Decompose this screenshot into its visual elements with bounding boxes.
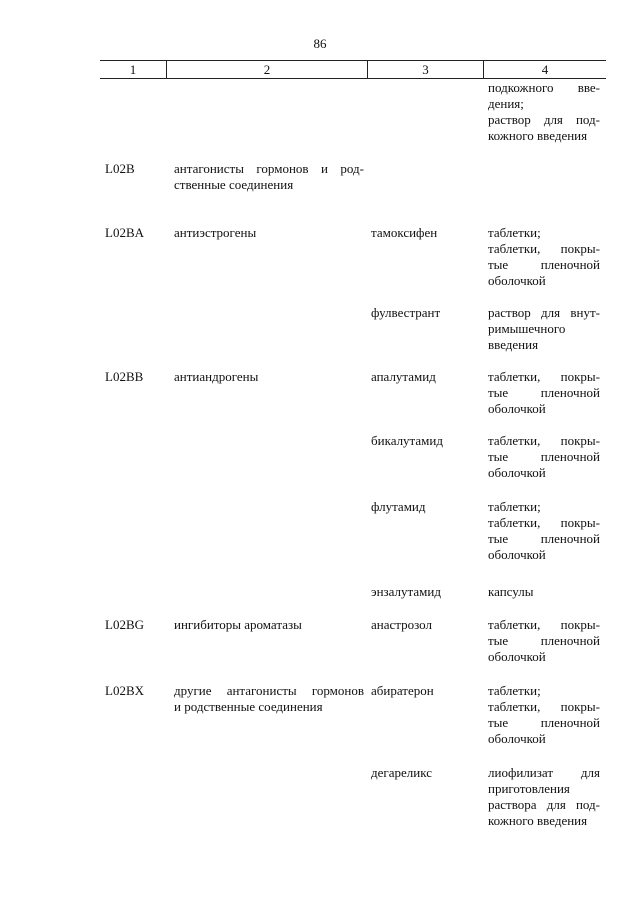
dosage-form-line: раствора для под- bbox=[488, 797, 600, 812]
dosage-form-line: тые пленочной bbox=[488, 715, 600, 730]
page-number: 86 bbox=[313, 36, 327, 51]
group-name-line: и родственные соединения bbox=[174, 699, 323, 714]
dosage-form-line: таблетки, покры- bbox=[488, 433, 600, 448]
dosage-form bbox=[488, 369, 600, 417]
dosage-form-line: таблетки, покры- bbox=[488, 241, 600, 256]
dosage-form-line: таблетки, покры- bbox=[488, 617, 600, 632]
atc-code: L02BG bbox=[105, 617, 144, 632]
dosage-form-line: оболочкой bbox=[488, 401, 546, 416]
dosage-form-line: дения; bbox=[488, 96, 524, 111]
column-header-1: 1 bbox=[129, 62, 137, 77]
table-header bbox=[100, 60, 606, 79]
dosage-form-line: таблетки; bbox=[488, 225, 541, 240]
drug-inn: абиратерон bbox=[371, 683, 434, 698]
atc-code: L02BX bbox=[105, 683, 144, 698]
group-name-line: другие антагонисты гормонов bbox=[174, 683, 364, 698]
atc-group-name bbox=[174, 369, 364, 385]
atc-group-name bbox=[174, 617, 364, 633]
dosage-form-line: таблетки, покры- bbox=[488, 369, 600, 384]
atc-code: L02B bbox=[105, 161, 135, 176]
drug-inn: флутамид bbox=[371, 499, 426, 514]
dosage-form-line: кожного введения bbox=[488, 813, 588, 828]
dosage-form-line: тые пленочной bbox=[488, 633, 600, 648]
atc-group-name bbox=[174, 161, 364, 193]
dosage-form-line: раствор для под- bbox=[488, 112, 600, 127]
group-name-line: антиэстрогены bbox=[174, 225, 257, 240]
atc-group-name bbox=[174, 225, 364, 241]
dosage-form-line: лиофилизат для bbox=[488, 765, 600, 780]
group-name-line: ингибиторы ароматазы bbox=[174, 617, 302, 632]
dosage-form bbox=[488, 225, 600, 289]
drug-inn: бикалутамид bbox=[371, 433, 443, 448]
drug-inn: анастрозол bbox=[371, 617, 432, 632]
dosage-form-line: кожного введения bbox=[488, 128, 588, 143]
group-name-line: ственные соединения bbox=[174, 177, 294, 192]
dosage-form-line: оболочкой bbox=[488, 273, 546, 288]
dosage-form-line: тые пленочной bbox=[488, 385, 600, 400]
dosage-form bbox=[488, 617, 600, 665]
carry-over-dosage-form bbox=[488, 80, 600, 144]
atc-code: L02BB bbox=[105, 369, 144, 384]
dosage-form bbox=[488, 499, 600, 563]
drug-inn: дегареликс bbox=[371, 765, 432, 780]
dosage-form bbox=[488, 433, 600, 481]
dosage-form bbox=[488, 305, 600, 353]
dosage-form-line: приготовления bbox=[488, 781, 570, 796]
dosage-form-line: таблетки, покры- bbox=[488, 515, 600, 530]
column-header-2: 2 bbox=[263, 62, 271, 77]
drug-inn: апалутамид bbox=[371, 369, 436, 384]
drug-inn: фулвестрант bbox=[371, 305, 441, 320]
group-name-line: антагонисты гормонов и род- bbox=[174, 161, 364, 176]
dosage-form-line: введения bbox=[488, 337, 539, 352]
atc-group-name bbox=[174, 683, 364, 715]
dosage-form-line: капсулы bbox=[488, 584, 534, 599]
dosage-form-line: оболочкой bbox=[488, 465, 546, 480]
atc-code: L02BA bbox=[105, 225, 144, 240]
group-name-line: антиандрогены bbox=[174, 369, 259, 384]
dosage-form-line: таблетки, покры- bbox=[488, 699, 600, 714]
dosage-form-line: таблетки; bbox=[488, 499, 541, 514]
dosage-form bbox=[488, 683, 600, 747]
dosage-form bbox=[488, 765, 600, 829]
dosage-form-line: римышечного bbox=[488, 321, 566, 336]
column-header-4: 4 bbox=[541, 62, 549, 77]
drug-inn: тамоксифен bbox=[371, 225, 438, 240]
dosage-form-line: подкожного вве- bbox=[488, 80, 600, 95]
dosage-form-line: раствор для внут- bbox=[488, 305, 600, 320]
dosage-form bbox=[488, 584, 600, 600]
column-header-3: 3 bbox=[422, 62, 429, 77]
dosage-form-line: таблетки; bbox=[488, 683, 541, 698]
dosage-form-line: оболочкой bbox=[488, 731, 546, 746]
dosage-form-line: тые пленочной bbox=[488, 449, 600, 464]
drug-inn: энзалутамид bbox=[371, 584, 441, 599]
dosage-form-line: оболочкой bbox=[488, 649, 546, 664]
dosage-form-line: тые пленочной bbox=[488, 531, 600, 546]
dosage-form-line: тые пленочной bbox=[488, 257, 600, 272]
dosage-form-line: оболочкой bbox=[488, 547, 546, 562]
